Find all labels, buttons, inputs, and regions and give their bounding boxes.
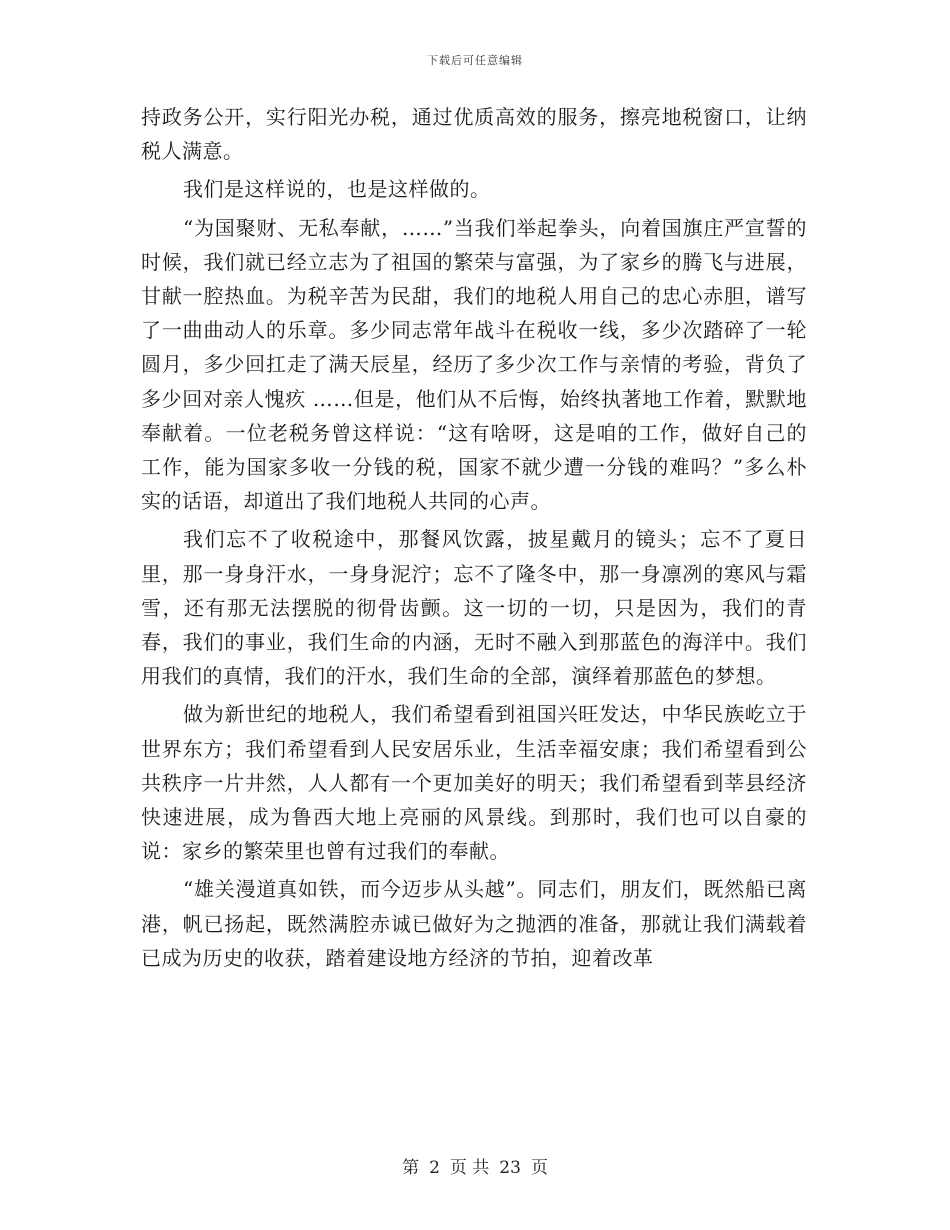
document-body xyxy=(141,100,807,975)
footer-middle: 页 共 xyxy=(449,1158,490,1178)
page-header: 下载后可任意编辑 xyxy=(427,54,523,67)
page-footer xyxy=(0,1153,950,1178)
paragraph-3: “为国聚财、无私奉献，……”当我们举起拳头，向着国旗庄严宣誓的时候，我们就已经立志为了祖国的繁荣与富强，为了家乡的腾飞与进展，甘献一腔热血。为税辛苦为民甜，我们的地税人用自己的忠心赤胆，谱写了一曲曲动人的乐章。多少同志常年战斗在税收一线，多少次踏碎了一轮圆月，多少回扛走了满天辰星，经历了多少次工作与亲情的考验，背负了多少回对亲人愧疚 ……但是，他们从不后悔，始终执著地工作着，默默地奉献着。一位老税务曾这样说：“这有啥呀，这是咱的工作，做好自己的工作，能为国家多收一分钱的税，国家不就少遭一分钱的难吗？”多么朴实的话语，却道出了我们地税人共同的心声。 xyxy=(141,215,807,514)
paragraph-5: 做为新世纪的地税人，我们希望看到祖国兴旺发达，中华民族屹立于世界东方；我们希望看到人民安居乐业，生活幸福安康；我们希望看到公共秩序一片井然，人人都有一个更加美好的明天；我们希望看到莘县经济快速进展，成为鲁西大地上亮丽的风景线。到那时，我们也可以自豪的说：家乡的繁荣里也曾有过我们的奉献。 xyxy=(141,702,807,864)
footer-suffix: 页 xyxy=(530,1158,548,1178)
footer-current-page: 2 xyxy=(429,1158,440,1178)
footer-prefix: 第 xyxy=(402,1158,420,1178)
paragraph-2: 我们是这样说的，也是这样做的。 xyxy=(183,177,491,202)
paragraph-1: 持政务公开，实行阳光办税，通过优质高效的服务，擦亮地税窗口，让纳税人满意。 xyxy=(141,105,807,164)
paragraph-4: 我们忘不了收税途中，那餐风饮露，披星戴月的镜头；忘不了夏日里，那一身身汗水，一身身泥泞；忘不了隆冬中，那一身凛冽的寒风与霜雪，还有那无法摆脱的彻骨齿颤。这一切的一切，只是因为，我们的青春，我们的事业，我们生命的内涵，无时不融入到那蓝色的海洋中。我们用我们的真情，我们的汗水，我们生命的全部，演绎着那蓝色的梦想。 xyxy=(141,527,807,689)
footer-total-pages: 23 xyxy=(499,1158,521,1178)
paragraph-6: “雄关漫道真如铁，而今迈步从头越”。同志们，朋友们，既然船已离港，帆已扬起，既然满腔赤诚已做好为之抛洒的准备，那就让我们满载着已成为历史的收获，踏着建设地方经济的节拍，迎着改革 xyxy=(141,877,807,970)
